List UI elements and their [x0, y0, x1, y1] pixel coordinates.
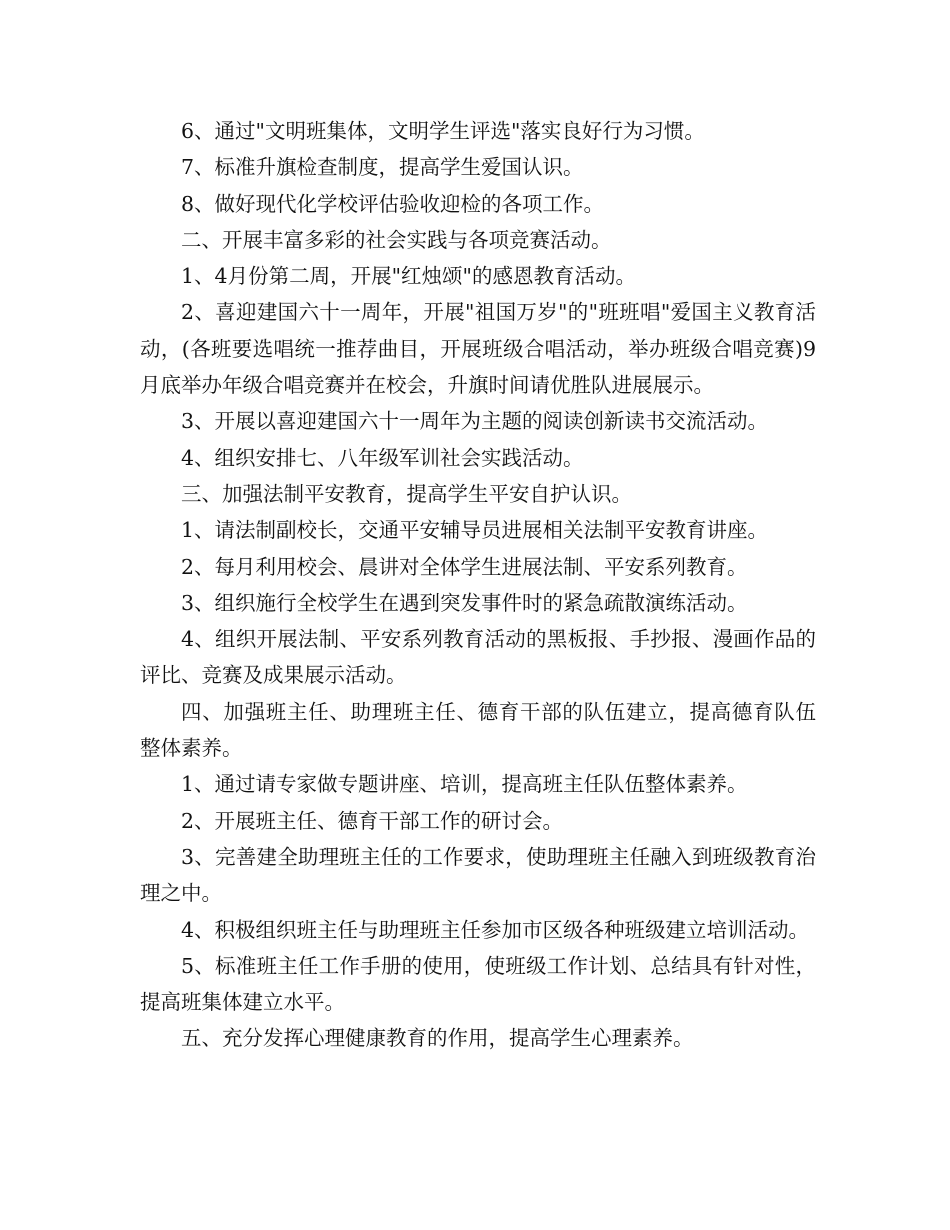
section-heading-4: 四、加强班主任、助理班主任、德育干部的队伍建立，提高德育队伍整体素养。 [140, 699, 816, 761]
paragraph-item-8: 8、做好现代化学校评估验收迎检的各项工作。 [181, 191, 605, 216]
section-heading-5: 五、充分发挥心理健康教育的作用，提高学生心理素养。 [181, 1026, 694, 1051]
paragraph-s4-item-2: 2、开展班主任、德育干部工作的研讨会。 [181, 808, 564, 833]
paragraph-s2-item-1: 1、4月份第二周，开展"红烛颂"的感恩教育活动。 [181, 264, 636, 289]
paragraph-s2-item-3: 3、开展以喜迎建国六十一周年为主题的阅读创新读书交流活动。 [181, 409, 769, 434]
paragraph-item-6: 6、通过"文明班集体，文明学生评选"落实良好行为习惯。 [181, 119, 705, 143]
section-heading-2: 二、开展丰富多彩的社会实践与各项竞赛活动。 [181, 227, 612, 252]
paragraph-item-7: 7、标准升旗检查制度，提高学生爱国认识。 [181, 155, 584, 180]
paragraph-s3-item-3: 3、组织施行全校学生在遇到突发事件时的紧急疏散演练活动。 [181, 590, 748, 615]
paragraph-s4-item-3: 3、完善建全助理班主任的工作要求，使助理班主任融入到班级教育治理之中。 [140, 844, 816, 906]
paragraph-s4-item-1: 1、通过请专家做专题讲座、培训，提高班主任队伍整体素养。 [181, 772, 748, 797]
document-body [140, 113, 816, 1057]
paragraph-s2-item-2: 2、喜迎建国六十一周年，开展"祖国万岁"的"班班唱"爱国主义教育活动，(各班要选唱统一推荐曲目，开展班级合唱活动，举办班级合唱竞赛)9月底举办年级合唱竞赛并在校会，升旗时间请优胜队进展展示。 [140, 300, 816, 398]
paragraph-s3-item-2: 2、每月利用校会、晨讲对全体学生进展法制、平安系列教育。 [181, 554, 748, 579]
paragraph-s2-item-4: 4、组织安排七、八年级军训社会实践活动。 [181, 445, 584, 470]
paragraph-s4-item-4: 4、积极组织班主任与助理班主任参加市区级各种班级建立培训活动。 [181, 917, 810, 942]
section-heading-3: 三、加强法制平安教育，提高学生平安自护认识。 [181, 481, 632, 506]
paragraph-s3-item-1: 1、请法制副校长，交通平安辅导员进展相关法制平安教育讲座。 [181, 518, 769, 543]
paragraph-s3-item-4: 4、组织开展法制、平安系列教育活动的黑板报、手抄报、漫画作品的评比、竞赛及成果展示活动。 [140, 627, 816, 688]
paragraph-s4-item-5: 5、标准班主任工作手册的使用，使班级工作计划、总结具有针对性，提高班集体建立水平。 [140, 953, 816, 1015]
